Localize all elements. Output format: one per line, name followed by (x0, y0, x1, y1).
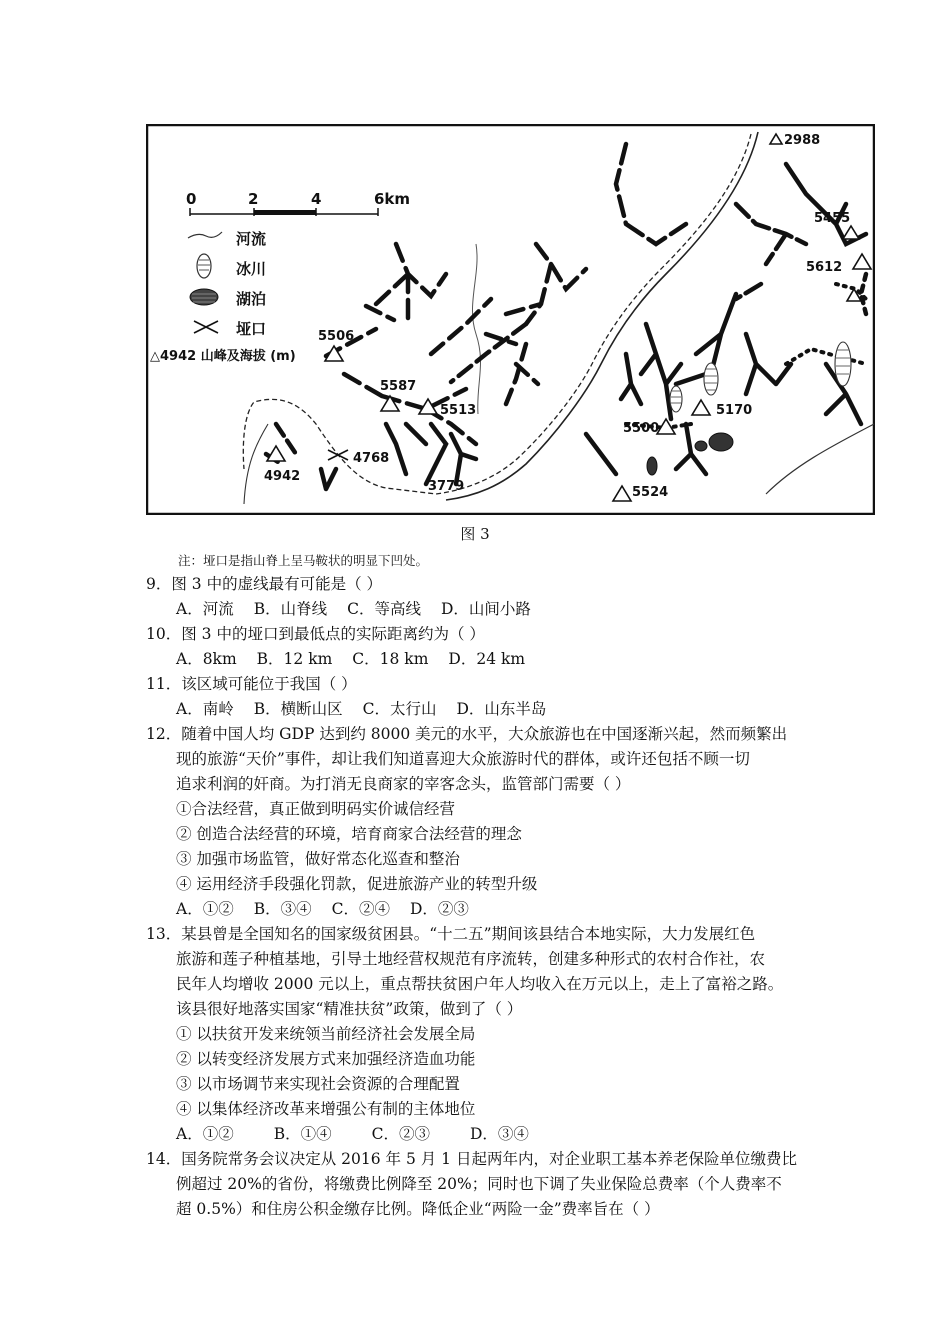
legend-river-label: 河流 (236, 230, 267, 248)
elev-5524: 5524 (632, 485, 669, 500)
elev-5587: 5587 (380, 379, 417, 394)
elev-5506: 5506 (318, 329, 355, 344)
q10-option-d: D．24 km (448, 650, 526, 668)
q11-options (176, 698, 546, 720)
terrain-map (146, 124, 875, 515)
q9-option-d: D．山间小路 (440, 600, 531, 618)
q10-options (176, 648, 525, 670)
q12-item-3: ③ 加强市场监管，做好常态化巡查和整治 (176, 850, 460, 868)
q12-option-c: C．②④ (331, 900, 390, 918)
q13-item-1: ① 以扶贫开发来统领当前经济社会发展全局 (176, 1025, 476, 1043)
q13-options (176, 1123, 529, 1145)
q11-option-c: C．太行山 (362, 700, 437, 718)
elev-4768: 4768 (353, 451, 390, 466)
q13-option-c: C．②③ (371, 1125, 430, 1143)
q13-item-4: ④ 以集体经济改革来增强公有制的主体地位 (176, 1100, 476, 1118)
glacier-icon (197, 254, 211, 278)
q10-option-b: B．12 km (256, 650, 333, 668)
elev-5513: 5513 (440, 403, 477, 418)
q10-option-a: A．8km (176, 650, 237, 668)
q14-line-1: 14．国务院常务会议决定从 2016 年 5 月 1 日起两年内，对企业职工基本养老保险单位缴费比 (146, 1150, 797, 1168)
q13-option-a: A．①② (176, 1125, 234, 1143)
q12-line-2: 现的旅游“天价”事件，却让我们知道喜迎大众旅游时代的群体，或许还包括不顾一切 (176, 750, 750, 768)
q14-line-3: 超 0.5%）和住房公积金缴存比例。降低企业“两险一金”费率旨在（ ） (176, 1200, 660, 1218)
scale-tick-0: 0 (186, 190, 197, 208)
q12-options (176, 898, 469, 920)
scale-tick-2: 2 (248, 190, 259, 208)
q9-option-a: A．河流 (176, 600, 234, 618)
scale-tick-4: 4 (311, 190, 322, 208)
q13-item-3: ③ 以市场调节来实现社会资源的合理配置 (176, 1075, 460, 1093)
q11-stem: 11．该区域可能位于我国（ ） (146, 675, 357, 693)
q13-option-d: D．③④ (469, 1125, 529, 1143)
elev-2988: 2988 (784, 133, 821, 148)
q11-option-b: B．横断山区 (253, 700, 343, 718)
q12-option-a: A．①② (176, 900, 234, 918)
q13-line-3: 民年人均增收 2000 元以上，重点帮扶贫困户年人均收入在万元以上，走上了富裕之路。 (176, 975, 784, 993)
q13-line-4: 该县很好地落实国家“精准扶贫”政策，做到了（ ） (176, 1000, 523, 1018)
q12-item-4: ④ 运用经济手段强化罚款，促进旅游产业的转型升级 (176, 875, 538, 893)
q12-option-b: B．③④ (253, 900, 312, 918)
legend-lake-label: 湖泊 (236, 290, 267, 308)
q13-line-2: 旅游和莲子种植基地，引导土地经营权规范有序流转，创建多种形式的农村合作社，农 (176, 950, 766, 968)
q10-stem: 10．图 3 中的垭口到最低点的实际距离约为（ ） (146, 625, 485, 643)
figure-caption: 图 3 (460, 525, 490, 543)
elev-5170: 5170 (716, 403, 753, 418)
legend-pass-label: 垭口 (236, 320, 267, 338)
q9-stem: 9．图 3 中的虚线最有可能是（ ） (146, 575, 383, 593)
q13-option-b: B．①④ (273, 1125, 332, 1143)
q9-option-b: B．山脊线 (253, 600, 328, 618)
lake-icon (190, 289, 218, 305)
q13-line-1: 13．某县曾是全国知名的国家级贫困县。“十二五”期间该县结合本地实际，大力发展红色 (146, 925, 756, 943)
legend-glacier-label: 冰川 (236, 260, 267, 278)
q9-options (176, 598, 531, 620)
q12-line-3: 追求利润的奸商。为打消无良商家的宰客念头，监管部门需要（ ） (176, 775, 631, 793)
q12-item-1: ①合法经营，真正做到明码实价诚信经营 (176, 800, 456, 818)
legend-peak-label: △4942 山峰及海拔 (m) (150, 349, 296, 364)
q14-line-2: 例超过 20%的省份，将缴费比例降至 20%；同时也下调了失业保险总费率（个人费率不 (176, 1175, 782, 1193)
q11-option-a: A．南岭 (176, 700, 234, 718)
figure-note: 注：垭口是指山脊上呈马鞍状的明显下凹处。 (178, 553, 429, 568)
q13-item-2: ② 以转变经济发展方式来加强经济造血功能 (176, 1050, 476, 1068)
q12-option-d: D．②③ (409, 900, 469, 918)
q9-option-c: C．等高线 (347, 600, 421, 618)
scale-tick-6km: 6km (374, 190, 411, 208)
elev-3779: 3779 (428, 479, 465, 494)
elev-4942: 4942 (264, 469, 301, 484)
elev-5500: 5500 (623, 421, 660, 436)
q11-option-d: D．山东半岛 (456, 700, 547, 718)
q12-item-2: ② 创造合法经营的环境，培育商家合法经营的理念 (176, 825, 522, 843)
elev-5455: 5455 (814, 211, 851, 226)
q10-option-c: C．18 km (352, 650, 429, 668)
q12-line-1: 12．随着中国人均 GDP 达到约 8000 美元的水平，大众旅游也在中国逐渐兴起，然而频繁出 (146, 725, 788, 743)
elev-5612: 5612 (806, 260, 843, 275)
